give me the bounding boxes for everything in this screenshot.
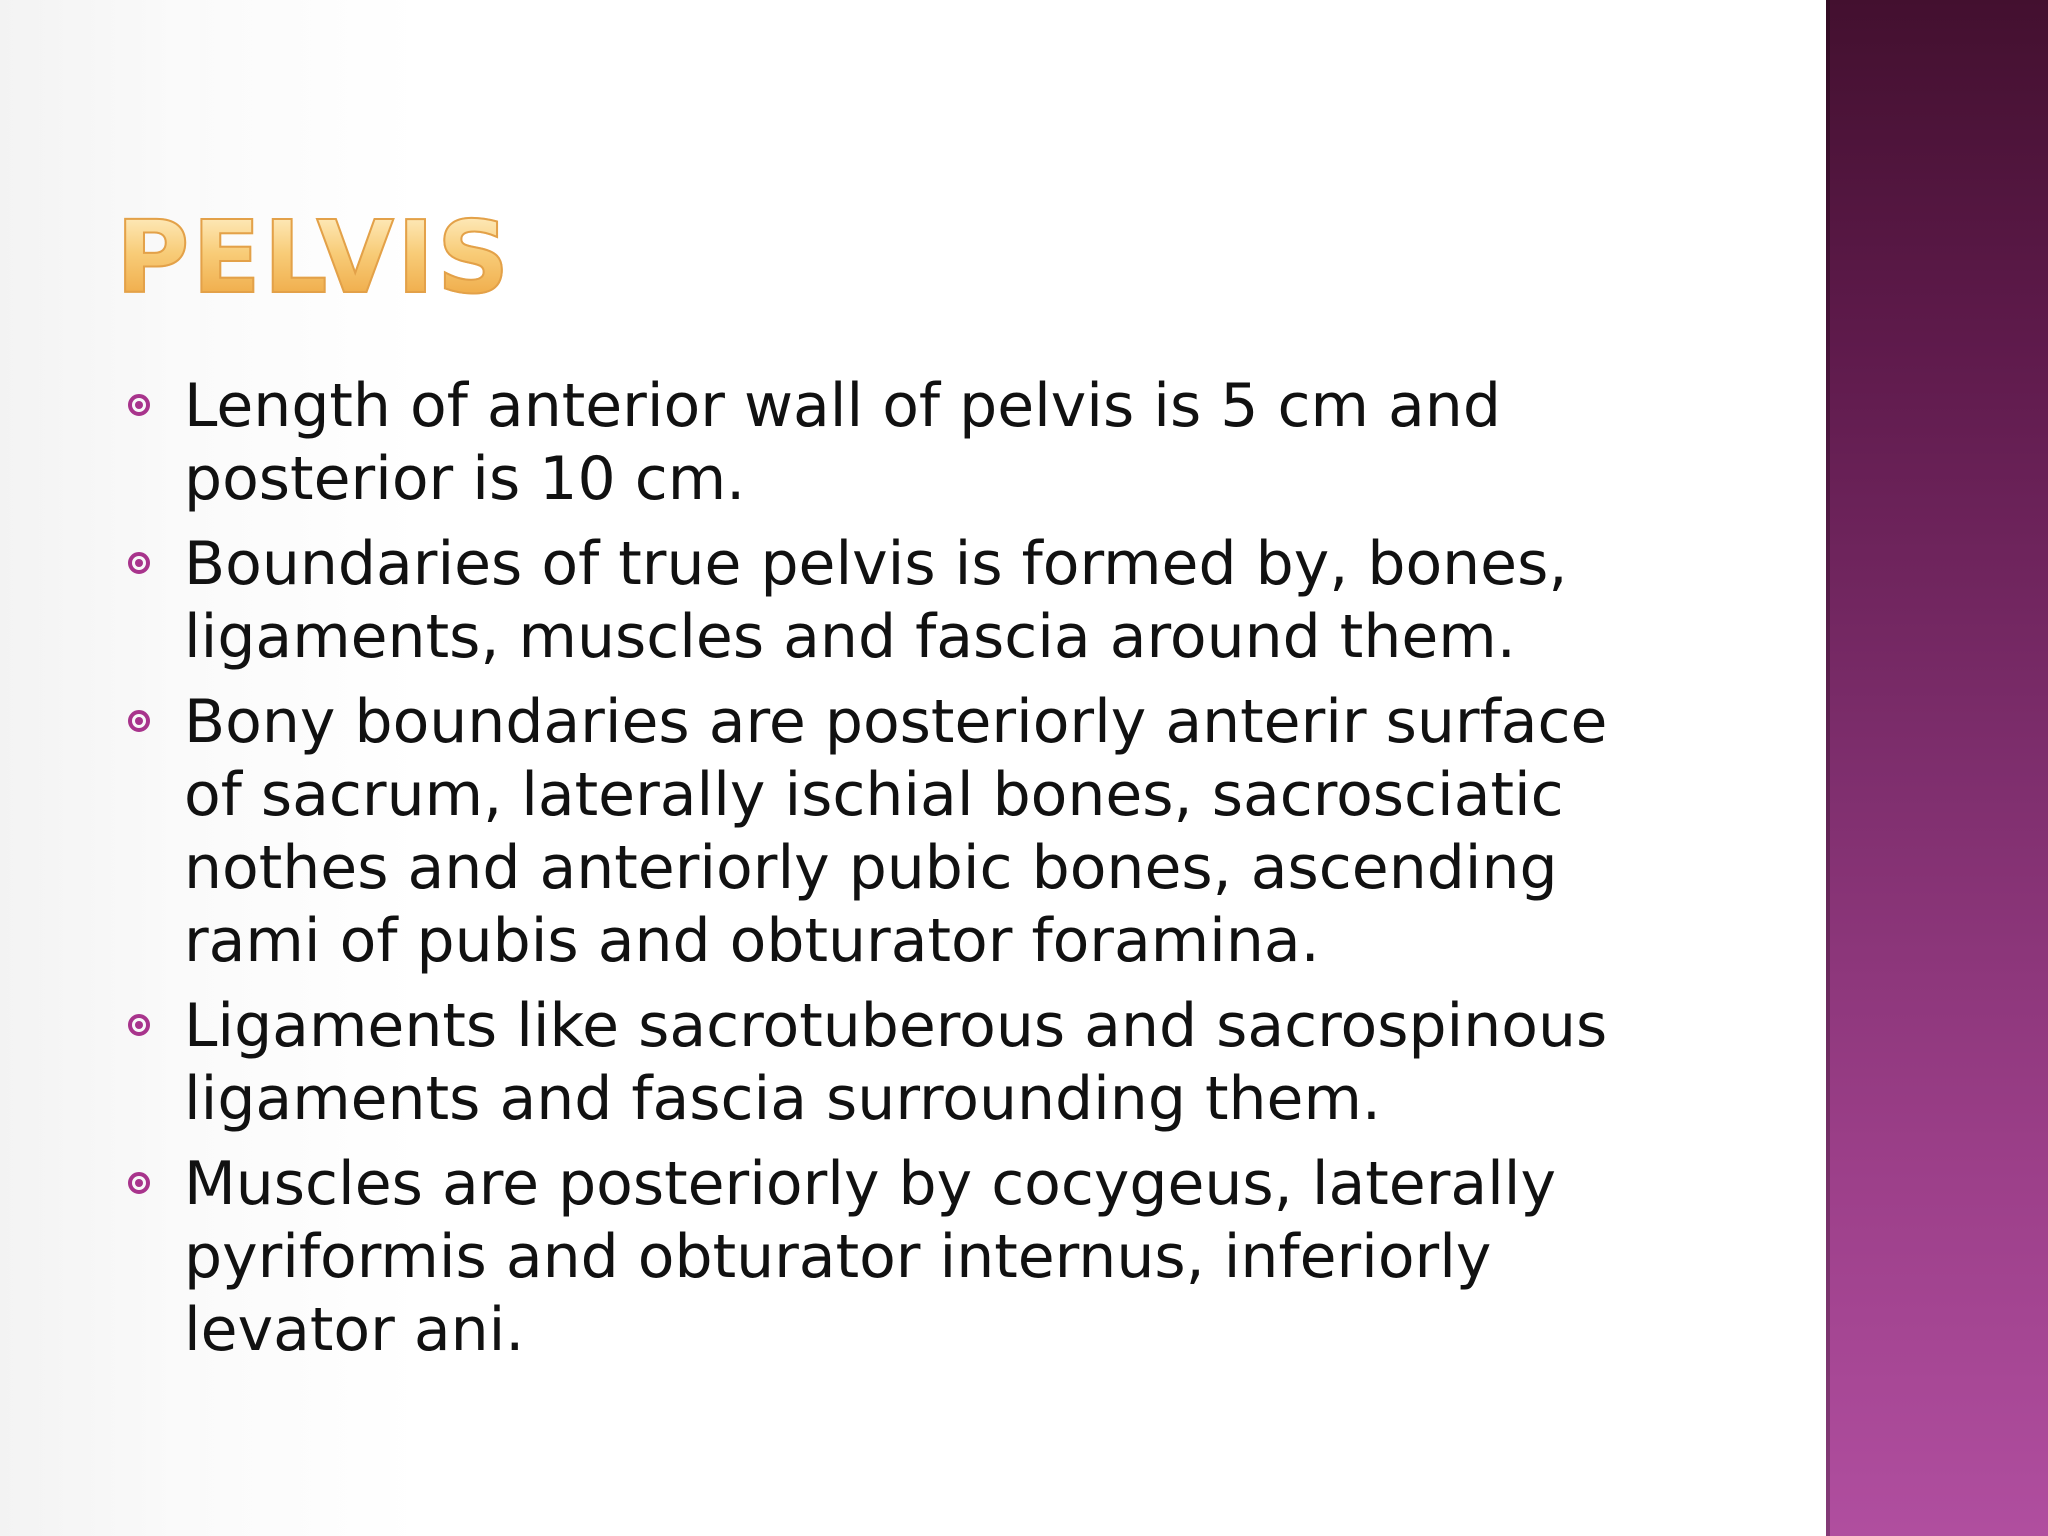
circled-dot-icon xyxy=(128,1172,150,1194)
bullet-text: Boundaries of true pelvis is formed by, bones, ligaments, muscles and fascia around them. xyxy=(184,529,1568,672)
circled-dot-icon xyxy=(128,552,150,574)
bullet-item xyxy=(122,990,1682,1136)
bullet-text: Length of anterior wall of pelvis is 5 cm and posterior is 10 cm. xyxy=(184,371,1501,514)
circled-dot-icon xyxy=(128,1014,150,1036)
bullet-text: Bony boundaries are posteriorly anterir surface of sacrum, laterally ischial bones, sacrosciatic nothes and anteriorly pubic bones, ascending rami of pubis and obturator foramina. xyxy=(184,687,1608,976)
circled-dot-icon xyxy=(128,394,150,416)
bullet-list xyxy=(122,370,1682,1379)
bullet-item xyxy=(122,528,1682,674)
bullet-item xyxy=(122,1148,1682,1367)
decorative-side-band xyxy=(1826,0,2048,1536)
bullet-item xyxy=(122,686,1682,978)
bullet-text: Muscles are posteriorly by cocygeus, laterally pyriformis and obturator internus, inferiorly levator ani. xyxy=(184,1149,1556,1365)
bullet-item xyxy=(122,370,1682,516)
circled-dot-icon xyxy=(128,710,150,732)
slide-title: PELVIS xyxy=(116,199,513,316)
bullet-text: Ligaments like sacrotuberous and sacrospinous ligaments and fascia surrounding them. xyxy=(184,991,1608,1134)
